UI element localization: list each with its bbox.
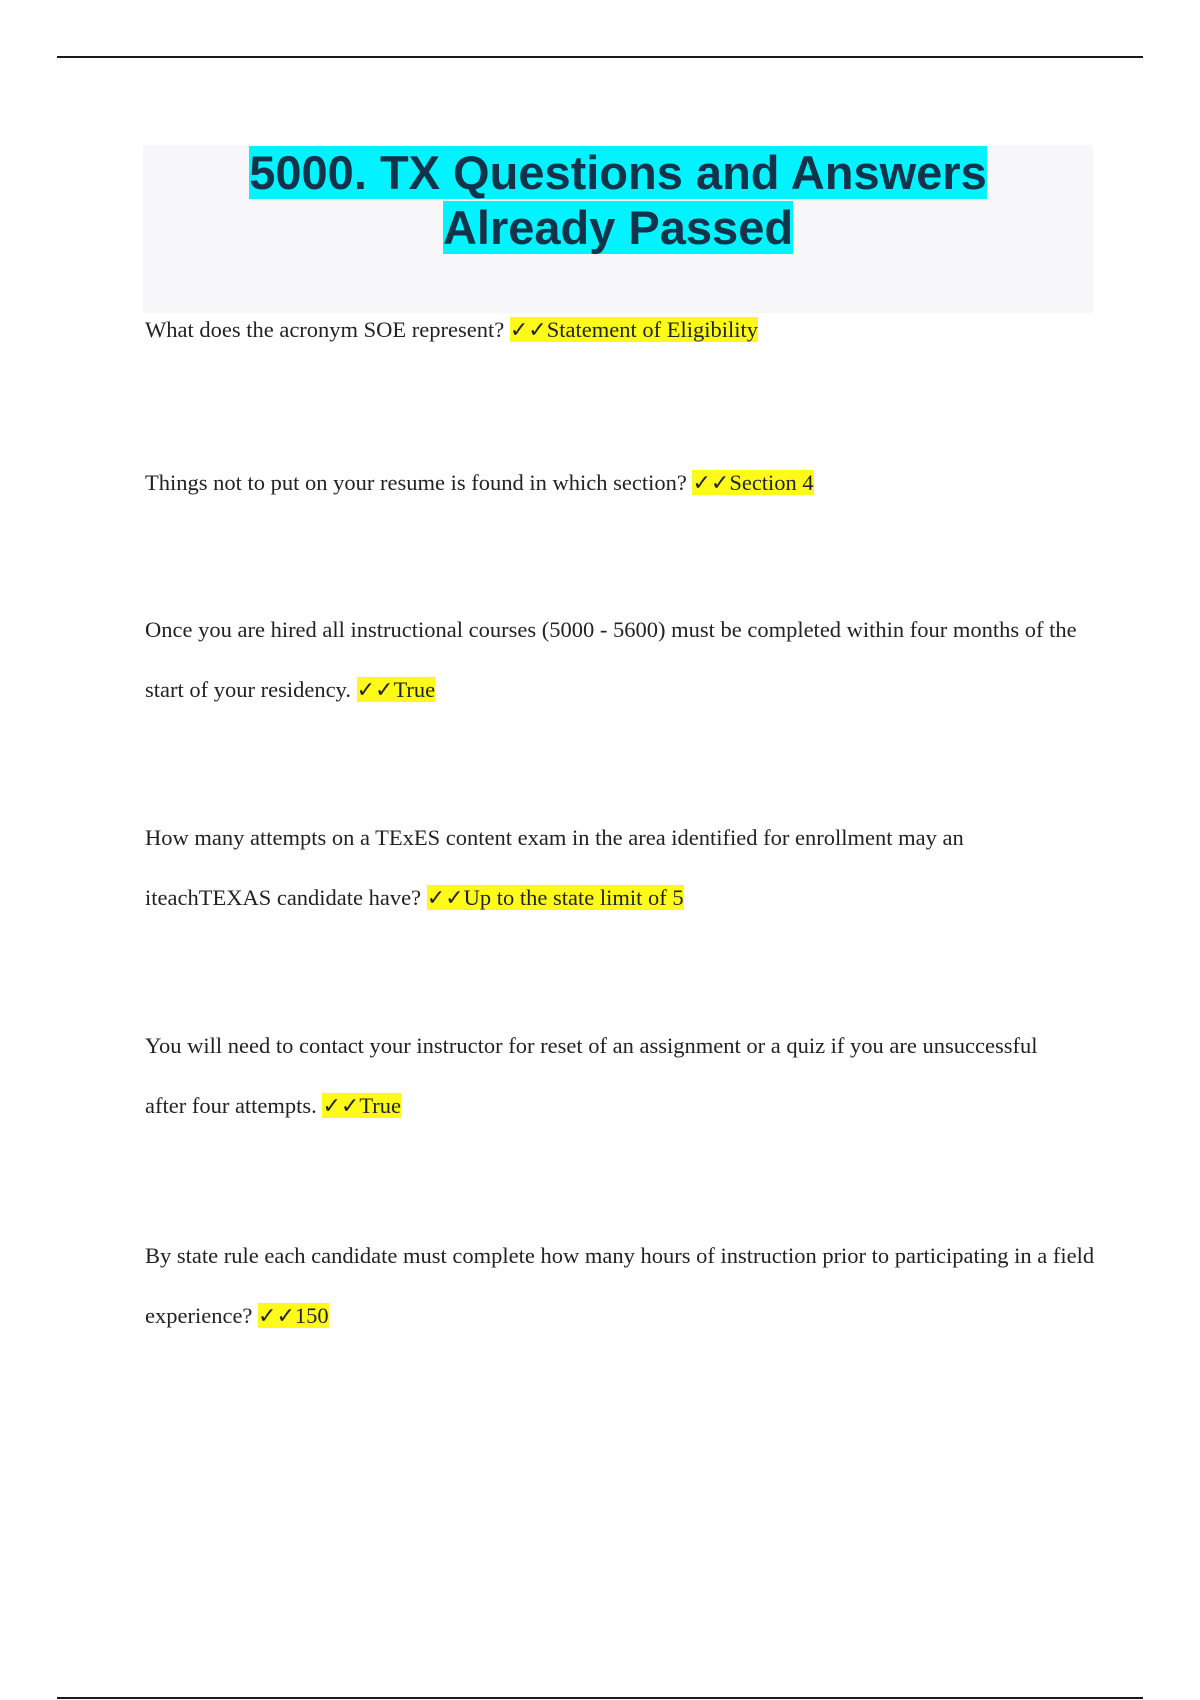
- answer-text: True: [359, 1093, 401, 1118]
- qa-item-6: [145, 1226, 1095, 1347]
- answer-highlight: [427, 885, 684, 910]
- double-check-icon: ✓✓: [692, 471, 730, 496]
- qa-item-4: [145, 808, 1045, 929]
- qa-item-3: [145, 600, 1095, 721]
- question-text: Things not to put on your resume is found in which section?: [145, 470, 687, 495]
- qa-item-5: [145, 1016, 1045, 1137]
- answer-highlight: [692, 470, 813, 495]
- double-check-icon: ✓✓: [322, 1094, 360, 1119]
- answer-text: Up to the state limit of 5: [463, 885, 684, 910]
- title-line-1: 5000. TX Questions and Answers: [249, 146, 987, 199]
- question-text: What does the acronym SOE represent?: [145, 317, 505, 342]
- answer-text: True: [393, 677, 436, 702]
- qa-item-2: [145, 453, 1095, 514]
- answer-text: 150: [294, 1303, 329, 1328]
- double-check-icon: ✓✓: [356, 678, 394, 703]
- question-text: How many attempts on a TExES content exam in the area identified for enrollment may an iteachTEXAS candidate have?: [145, 825, 964, 910]
- double-check-icon: ✓✓: [426, 886, 464, 911]
- title-line-2: Already Passed: [442, 201, 794, 254]
- question-text: Once you are hired all instructional courses (5000 - 5600) must be completed within four months of the start of your residency.: [145, 617, 1077, 702]
- answer-highlight: [357, 677, 436, 702]
- answer-text: Section 4: [729, 470, 814, 495]
- page-title: [143, 145, 1093, 255]
- answer-text: Statement of Eligibility: [546, 317, 758, 342]
- double-check-icon: ✓✓: [509, 318, 547, 343]
- double-check-icon: ✓✓: [258, 1304, 295, 1329]
- bottom-rule: [57, 1697, 1143, 1699]
- answer-highlight: [510, 317, 758, 342]
- qa-item-1: [145, 300, 1095, 361]
- answer-highlight: [258, 1303, 329, 1328]
- question-text: By state rule each candidate must complete how many hours of instruction prior to participating in a field experience?: [145, 1243, 1095, 1328]
- title-banner: [143, 145, 1093, 313]
- answer-highlight: [322, 1093, 401, 1118]
- top-rule: [57, 56, 1143, 58]
- question-text: You will need to contact your instructor for reset of an assignment or a quiz if you are unsuccessful after four attempts.: [145, 1033, 1038, 1118]
